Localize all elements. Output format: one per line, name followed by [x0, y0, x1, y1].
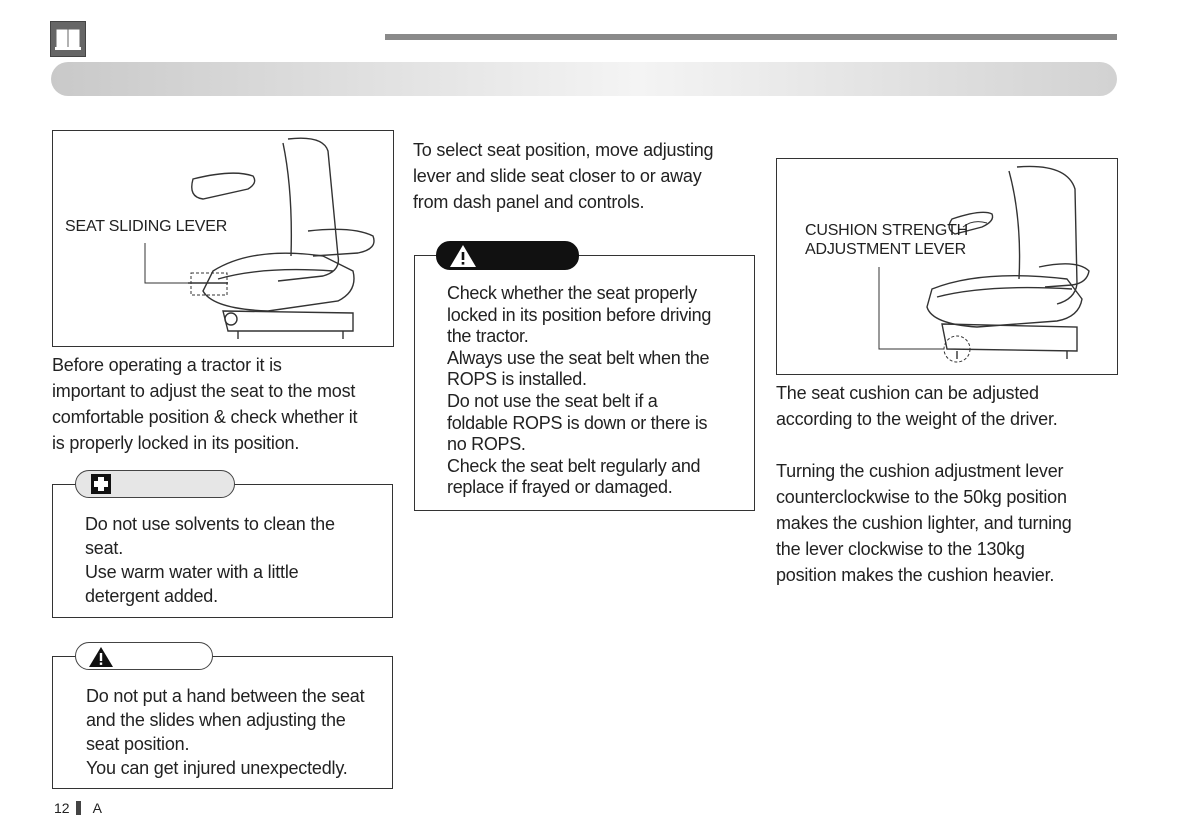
first-aid-icon — [90, 473, 112, 495]
caution-text — [86, 684, 391, 780]
text-line: Check the seat belt regularly and — [447, 455, 701, 476]
section-letter: A — [92, 800, 102, 816]
text-line: Do not use solvents to clean the — [85, 514, 335, 534]
text-line: comfortable position & check whether it — [52, 407, 358, 427]
page-footer — [54, 800, 102, 816]
text-line: the tractor. — [447, 326, 529, 347]
text-line: is properly locked in its position. — [52, 433, 300, 453]
text-line: counterclockwise to the 50kg position — [776, 487, 1067, 507]
text-line: according to the weight of the driver. — [776, 409, 1058, 429]
text-line: seat. — [85, 538, 124, 558]
seat-illustration — [53, 131, 393, 346]
text-line: CUSHION STRENGTH — [805, 222, 969, 239]
text-line: The seat cushion can be adjusted — [776, 383, 1039, 403]
text-line: position makes the cushion heavier. — [776, 565, 1055, 585]
text-line: Turning the cushion adjustment lever — [776, 461, 1064, 481]
text-line: Always use the seat belt when the — [447, 347, 710, 368]
section-banner — [51, 62, 1117, 96]
text-line: from dash panel and controls. — [413, 192, 645, 212]
text-line: Before operating a tractor it is — [52, 355, 282, 375]
warning-text — [447, 283, 752, 499]
cushion-lever-label — [805, 221, 968, 259]
text-line: ROPS is installed. — [447, 369, 587, 390]
seat-adjust-intro — [52, 352, 397, 456]
note-pill — [75, 470, 235, 498]
note-text — [85, 512, 385, 608]
text-line: To select seat position, move adjusting — [413, 140, 714, 160]
text-line: Do not use the seat belt if a — [447, 390, 658, 411]
cushion-intro — [776, 380, 1121, 432]
cushion-instructions — [776, 458, 1121, 588]
manual-book-icon — [50, 21, 86, 57]
caution-pill — [75, 642, 213, 670]
seat-sliding-lever-label: SEAT SLIDING LEVER — [65, 218, 228, 235]
text-line: lever and slide seat closer to or away — [413, 166, 702, 186]
text-line: detergent added. — [85, 586, 218, 606]
text-line: Do not put a hand between the seat — [86, 686, 365, 706]
text-line: makes the cushion lighter, and turning — [776, 513, 1072, 533]
warning-triangle-icon — [449, 244, 477, 268]
cushion-adjustment-figure — [776, 158, 1118, 375]
text-line: no ROPS. — [447, 434, 526, 455]
text-line: Check whether the seat properly — [447, 283, 697, 303]
caution-triangle-icon — [88, 646, 114, 668]
seat-sliding-figure — [52, 130, 394, 347]
text-line: Use warm water with a little — [85, 562, 299, 582]
text-line: ADJUSTMENT LEVER — [805, 241, 966, 258]
text-line: and the slides when adjusting the — [86, 710, 346, 730]
text-line: replace if frayed or damaged. — [447, 477, 673, 498]
text-line: important to adjust the seat to the most — [52, 381, 356, 401]
seat-position-intro — [413, 137, 758, 215]
text-line: foldable ROPS is down or there is — [447, 412, 708, 433]
header-rule — [385, 34, 1117, 40]
page-number: 12 — [54, 800, 70, 816]
text-line: You can get injured unexpectedly. — [86, 758, 348, 778]
cushion-seat-illustration — [777, 159, 1117, 374]
text-line: the lever clockwise to the 130kg — [776, 539, 1025, 559]
footer-separator — [76, 801, 81, 815]
warning-pill — [436, 241, 579, 270]
text-line: seat position. — [86, 734, 190, 754]
text-line: locked in its position before driving — [447, 304, 712, 325]
